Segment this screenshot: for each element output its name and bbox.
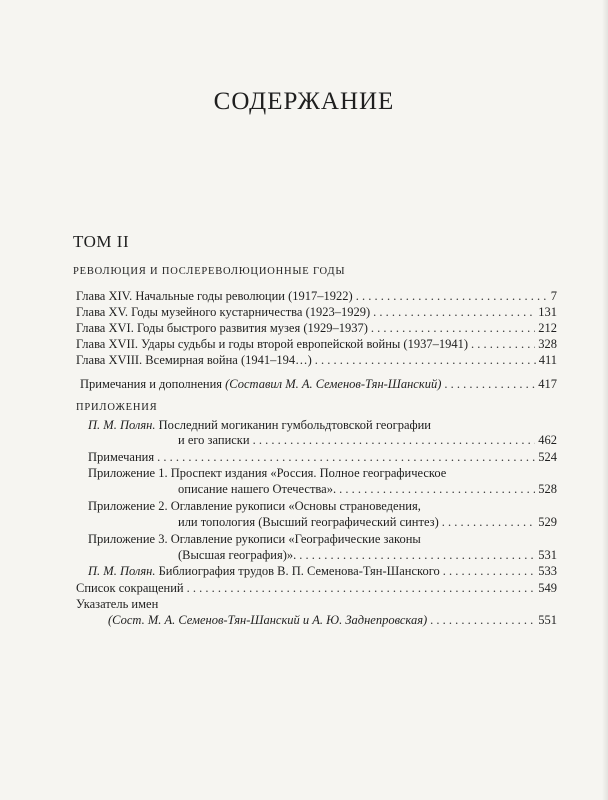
toc-entry-title: Глава XVII. Удары судьбы и годы второй европейской войны (1937–1941) [76, 337, 469, 351]
toc-entry-appendix-notes[interactable] [88, 450, 557, 464]
dot-leader [299, 548, 535, 562]
toc-entry-page: 212 [538, 321, 557, 335]
toc-entry-notes[interactable] [80, 377, 557, 391]
toc-entry-page: 549 [538, 581, 557, 595]
dot-leader [187, 581, 536, 595]
toc-entry-title: (Высшая география)». [178, 548, 297, 562]
dot-leader [371, 321, 535, 335]
toc-entry-page: 531 [538, 548, 557, 562]
toc-entry-chapter-14[interactable] [76, 289, 557, 303]
appendices-title: ПРИЛОЖЕНИЯ [76, 402, 158, 413]
toc-entry-chapter-17[interactable] [76, 337, 557, 351]
toc-entry-polyan-line1[interactable] [88, 418, 431, 432]
dot-leader [444, 377, 535, 391]
page-title: СОДЕРЖАНИЕ [213, 88, 395, 115]
toc-entry-page: 551 [538, 613, 557, 627]
toc-entry-app1-line1[interactable]: Приложение 1. Проспект издания «Россия. Полное географическое [88, 466, 447, 480]
toc-entry-abbreviations[interactable] [76, 581, 557, 595]
toc-entry-title: Примечания [88, 450, 155, 464]
toc-entry-page: 417 [538, 377, 557, 391]
toc-entry-index[interactable] [108, 613, 557, 627]
toc-entry-title: или топология (Высший географический синтез) [178, 515, 439, 529]
dot-leader [253, 433, 536, 447]
toc-entry-title: Глава XV. Годы музейного кустарничества (1923–1929) [76, 305, 371, 319]
toc-entry-polyan-line2[interactable] [178, 433, 557, 447]
toc-entry-title: Последний могиканин гумбольдтовской географии [158, 418, 431, 432]
toc-entry-chapter-15[interactable] [76, 305, 557, 319]
dot-leader [443, 564, 535, 578]
toc-entry-title: Глава XVIII. Всемирная война (1941–194…) [76, 353, 312, 367]
dot-leader [471, 337, 535, 351]
toc-entry-page: 328 [538, 337, 557, 351]
toc-entry-bibliography[interactable] [88, 564, 557, 578]
toc-entry-page: 533 [538, 564, 557, 578]
toc-entry-app3-line1[interactable]: Приложение 3. Оглавление рукописи «Географические законы [88, 532, 421, 546]
dot-leader [315, 353, 536, 367]
toc-entry-page: 524 [538, 450, 557, 464]
toc-entry-compiler: (Составил М. А. Семенов-Тян-Шанский) [225, 377, 442, 391]
dot-leader [356, 289, 548, 303]
toc-entry-page: 528 [538, 482, 557, 496]
page-edge-shadow [602, 0, 608, 800]
toc-entry-index-title[interactable]: Указатель имен [76, 597, 159, 611]
dot-leader [157, 450, 535, 464]
dot-leader [373, 305, 535, 319]
toc-entry-app2-line2[interactable] [178, 515, 557, 529]
toc-entry-author: П. М. Полян. [88, 564, 156, 578]
dot-leader [430, 613, 535, 627]
toc-entry-app2-line1[interactable]: Приложение 2. Оглавление рукописи «Основы страноведения, [88, 499, 421, 513]
toc-entry-author: П. М. Полян. [88, 418, 156, 432]
toc-entry-title: и его записки [178, 433, 250, 447]
toc-entry-title: Примечания и дополнения [80, 377, 223, 391]
toc-entry-title: Список сокращений [76, 581, 184, 595]
toc-entry-page: 462 [538, 433, 557, 447]
toc-entry-title: Библиография трудов В. П. Семенова-Тян-Шанского [158, 564, 440, 578]
toc-entry-chapter-16[interactable] [76, 321, 557, 335]
toc-entry-app3-line2[interactable] [178, 548, 557, 562]
toc-entry-compiler: (Сост. М. А. Семенов-Тян-Шанский и А. Ю. Заднепровская) [108, 613, 428, 627]
dot-leader [442, 515, 535, 529]
part-title: РЕВОЛЮЦИЯ И ПОСЛЕРЕВОЛЮЦИОННЫЕ ГОДЫ [73, 266, 346, 277]
toc-entry-page: 7 [550, 289, 557, 303]
toc-entry-page: 131 [538, 305, 557, 319]
toc-entry-app1-line2[interactable] [178, 482, 557, 496]
toc-entry-page: 411 [538, 353, 557, 367]
toc-entry-chapter-18[interactable] [76, 353, 557, 367]
toc-entry-title: Глава XVI. Годы быстрого развития музея (1929–1937) [76, 321, 368, 335]
dot-leader [339, 482, 535, 496]
toc-entry-title: Глава XIV. Начальные годы революции (1917–1922) [76, 289, 353, 303]
toc-entry-title: описание нашего Отечества». [178, 482, 337, 496]
toc-entry-page: 529 [538, 515, 557, 529]
volume-title: ТОМ II [73, 232, 130, 251]
